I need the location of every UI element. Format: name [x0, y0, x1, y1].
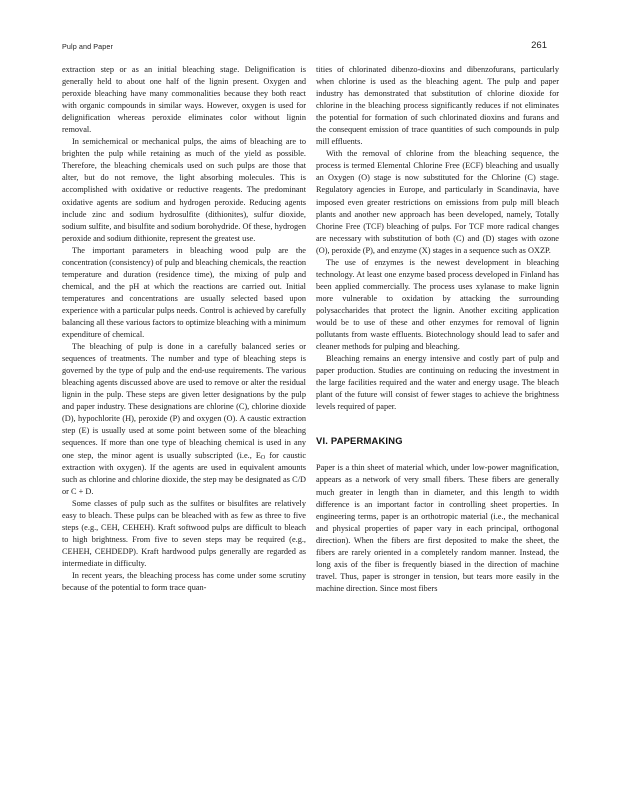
page-number: 261	[531, 40, 547, 51]
left-column	[62, 64, 306, 594]
body-text: The bleaching of pulp is done in a carefully balanced series or sequences of treatments. The number and type of bleaching steps is governed by the type of pulp and the end-use requirements. The various bleaching agents discussed above are used to remove or alter the residual lignin in the pulp. These steps are given letter designations by the pulp and paper industry. These designations are chlorine (C), chlorine dioxide (D), hypochlorite (H), peroxide (P) and oxygen (O). A caustic extraction step (E) is usually used at some point between some of the bleaching sequences. If more than one type of bleaching chemical is used in any one step, the minor agent is usually subscripted (i.e., E	[62, 342, 306, 460]
body-paragraph: In semichemical or mechanical pulps, the aims of bleaching are to brighten the pulp while retaining as much of the yield as possible. Therefore, the bleaching chemicals used on such pulps are those that alter, but do not remove, the light absorbing molecules. This is accomplished with oxidative or reductive reagents. The predominant oxidative agents are sodium and hydrogen peroxide. Reducing agents include zinc and sodium hydrosulfite (dithionites), sulfur dioxide, sodium sulfite, and bisulfite and sodium borohydride. Of these, hydrogen peroxide and sodium dithionite, represent the greatest use.	[62, 137, 306, 243]
right-column	[316, 64, 559, 595]
body-paragraph: With the removal of chlorine from the bleaching sequence, the process is termed Elemental Chlorine Free (ECF) bleaching and usually an Oxygen (O) stage is now substituted for the Chlorine (C) stage. Regulatory agencies in Europe, and particularly in Scandinavia, have imposed even greater restrictions on emissions from pulp mill bleach plants and another new approach has been developed, namely, Totally Chorine Free (TCF) bleaching of pulps. For TCF more radical changes are necessary with substitution of both (C) and (D) stages with ozone (O), peroxide (P), and enzyme (X) stages in a sequence such as OXZP.	[316, 149, 559, 255]
section-heading: VI. PAPERMAKING	[316, 435, 403, 447]
body-paragraph: extraction step or as an initial bleaching stage. Delignification is generally held to about one half of the lignin present. Oxygen and peroxide bleaching have many commonalities because they both react with organic compounds in similar ways. However, oxygen is used for delignification whereas peroxide eliminates color without lignin removal.	[62, 65, 306, 135]
subscript: O	[260, 454, 266, 461]
body-paragraph: Bleaching remains an energy intensive and costly part of pulp and paper production. Studies are continuing on reducing the investment in the large facilities required and the water and energy usage. The bleach plant of the future will consist of fewer stages to achieve the brightness levels required of paper.	[316, 354, 559, 412]
running-title: Pulp and Paper	[62, 42, 113, 51]
body-paragraph: In recent years, the bleaching process has come under some scrutiny because of the potential to form trace quan-	[62, 570, 306, 593]
body-paragraph: The important parameters in bleaching wood pulp are the concentration (consistency) of pulp and bleaching chemicals, the reaction temperature and duration (residence time), the mixing of pulp and chemical, and the pH at which the reactions are carried out. Initial temperatures and concentrations are usually selected based upon experience with a particular pulps needs. Control is achieved by carefully balancing all these various factors to optimize bleaching with a minimum expenditure of chemical.	[62, 245, 306, 340]
body-text: for caustic extraction with oxygen). If the agents are used in equivalent amounts such as chlorine and chlorine dioxide, the step may be designated as C/D or C + D.	[62, 450, 307, 496]
body-paragraph: tities of chlorinated dibenzo-dioxins and dibenzofurans, particularly when chlorine is used as the bleaching agent. The pulp and paper industry has demonstrated that substitution of chlorine dioxide for chlorine in the bleaching process significantly reduces if not eliminates the potential for formation of such chlorinated dioxins and furans and the consequent emission of trace quantities of such compounds in pulp mill effluents.	[316, 65, 559, 147]
body-paragraph	[62, 341, 306, 498]
body-paragraph: Some classes of pulp such as the sulfites or bisulfites are relatively easy to bleach. These pulps can be bleached with as few as three to five steps (e.g., CEH, CEHEH). Kraft softwood pulps are difficult to bleach to high brightness. From five to seven steps may be required (e.g., CEHEH, CEHDEDP). Kraft hardwood pulps generally are regarded as intermediate in difficulty.	[62, 498, 306, 568]
body-paragraph: Paper is a thin sheet of material which, under low-power magnification, appears as a network of very small fibers. These fibers are generally much greater in length than in diameter, and this length to width difference is an important factor in controlling sheet properties. In engineering terms, paper is an orthotropic material (i.e., the mechanical and physical properties of paper vary in each principal, orthogonal direction). When the fibers are first deposited to make the sheet, the fibers are rarely oriented in a completely random manner. Instead, the long axis of the fiber is frequently biased in the direction of machine travel. Thus, paper is stronger in tension, but tears more easily in the machine direction. Since most fibers	[316, 463, 559, 593]
body-paragraph: The use of enzymes is the newest development in bleaching technology. At least one enzyme based process developed in Finland has been applied commercially. The process uses xylanase to make lignin more vulnerable to oxidation by attacking the surrounding polysaccharides that protect the lignin. Another exciting application would be to use of these and other enzymes for removal of lignin pollutants from waste effluents. Biotechnology should lead to safer and cleaner methods for pulping and bleaching.	[316, 257, 559, 352]
